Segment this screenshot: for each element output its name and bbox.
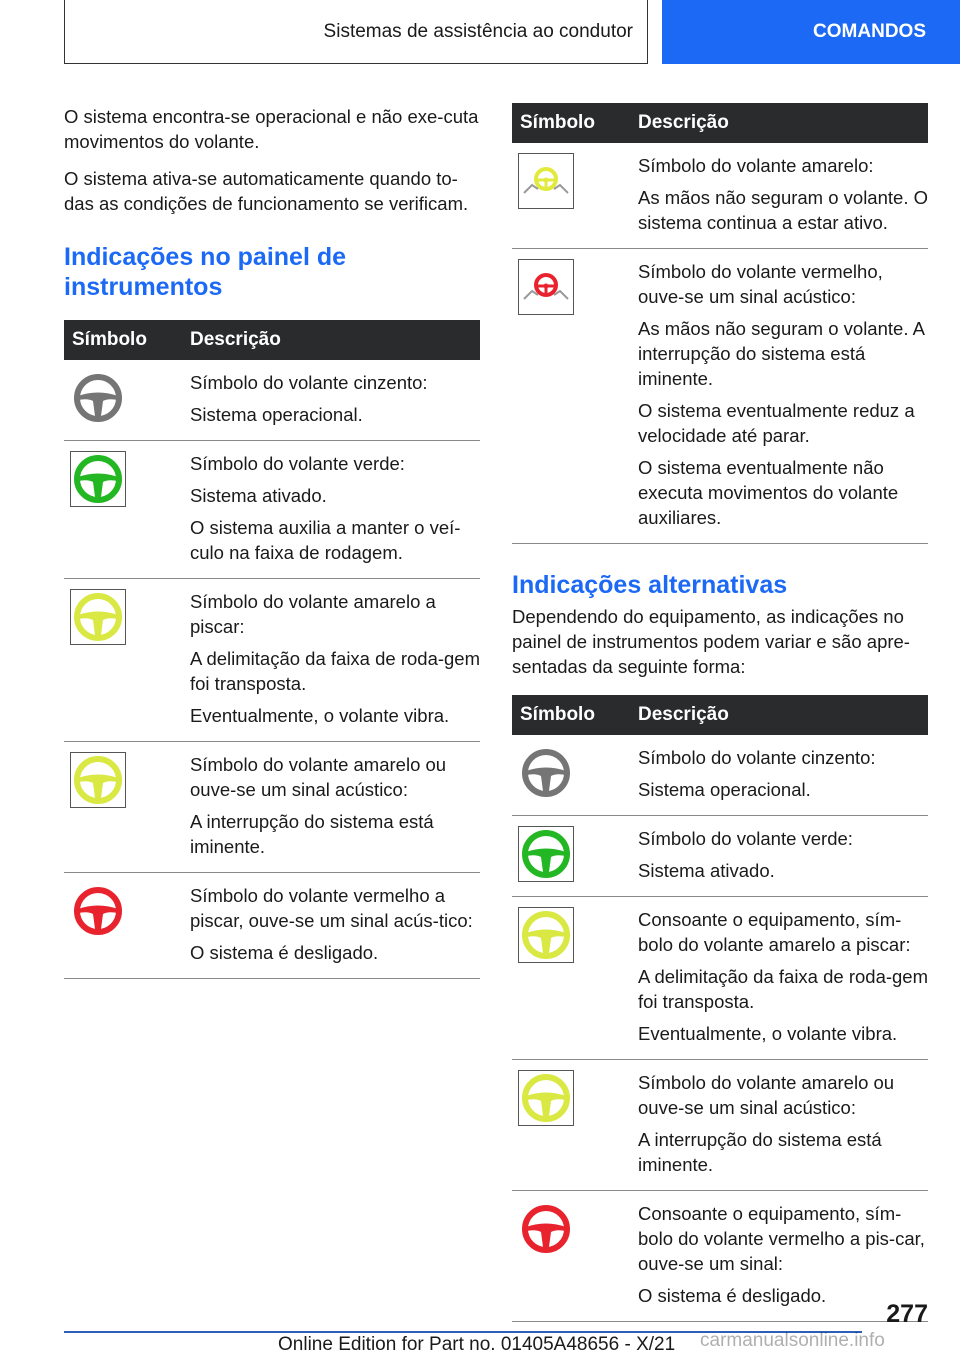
table-row — [512, 735, 928, 816]
symbol-cell — [64, 742, 186, 873]
symbol-cell — [64, 441, 186, 579]
description-cell — [634, 816, 928, 897]
header-section-title — [64, 0, 648, 64]
intro-paragraph: O sistema encontra-se operacional e não exe-cuta movimentos do volante. — [64, 106, 479, 152]
intro-paragraph: Dependendo do equipamento, as indicações no painel de instrumentos podem variar e são apre-sentadas da seguinte forma: — [512, 606, 910, 677]
steering-wheel-red-icon — [518, 1201, 574, 1257]
steering-wheel-hands-yellow-icon — [518, 153, 574, 209]
description-line: O sistema eventualmente reduz a velocidade até parar. — [638, 400, 915, 446]
description-cell — [186, 360, 480, 441]
symbol-cell — [512, 816, 634, 897]
section-heading: Indicações alternativas — [512, 571, 788, 599]
description-line: Sistema ativado. — [190, 485, 327, 506]
description-cell — [186, 873, 480, 979]
description-cell — [634, 1060, 928, 1191]
edition-text: Online Edition for Part no. 01405A48656 - X/21 — [278, 1334, 676, 1355]
tab-comandos: COMANDOS — [813, 21, 926, 42]
description-line: Símbolo do volante vermelho, ouve-se um sinal acústico: — [638, 261, 883, 307]
table-row — [64, 441, 480, 579]
description-line: As mãos não seguram o volante. O sistema continua a estar ativo. — [638, 187, 928, 233]
description-line: A interrupção do sistema está iminente. — [638, 1129, 882, 1175]
symbol-cell — [512, 1191, 634, 1322]
table-row — [64, 579, 480, 742]
left-column — [64, 104, 480, 979]
table-row — [512, 143, 928, 249]
watermark: carmanualsonline.info — [700, 1330, 885, 1351]
description-cell — [634, 735, 928, 816]
symbol-cell — [512, 1060, 634, 1191]
description-line: O sistema auxilia a manter o veí-culo na faixa de rodagem. — [190, 517, 461, 563]
description-line: A delimitação da faixa de roda-gem foi transposta. — [638, 966, 929, 1012]
steering-wheel-yellow-icon — [518, 907, 574, 963]
steering-wheel-hands-red-icon — [518, 259, 574, 315]
description-cell — [186, 742, 480, 873]
symbol-table — [512, 103, 928, 544]
description-line: Símbolo do volante amarelo: — [638, 155, 874, 176]
table-row — [512, 249, 928, 544]
description-line: O sistema é desligado. — [190, 942, 379, 963]
description-cell — [634, 249, 928, 544]
right-column — [512, 103, 928, 1322]
symbol-cell — [64, 360, 186, 441]
description-line: Símbolo do volante vermelho a piscar, ouve-se um sinal acús-tico: — [190, 885, 473, 931]
table-row — [512, 897, 928, 1060]
symbol-cell — [64, 579, 186, 742]
description-cell — [186, 441, 480, 579]
description-line: Eventualmente, o volante vibra. — [190, 705, 450, 726]
table-row — [512, 1060, 928, 1191]
description-cell — [634, 1191, 928, 1322]
description-line: Sistema operacional. — [190, 404, 363, 425]
steering-wheel-yellow-icon — [70, 752, 126, 808]
symbol-cell — [64, 873, 186, 979]
steering-wheel-gray-icon — [518, 745, 574, 801]
description-line: Símbolo do volante cinzento: — [190, 372, 428, 393]
column-header-symbol: Símbolo — [512, 695, 634, 735]
steering-wheel-yellow-icon — [70, 589, 126, 645]
steering-wheel-green-icon — [518, 826, 574, 882]
symbol-table — [512, 695, 928, 1322]
section-title: Sistemas de assistência ao condutor — [323, 20, 633, 42]
steering-wheel-yellow-icon — [518, 1070, 574, 1126]
description-line: Consoante o equipamento, sím-bolo do volante amarelo a piscar: — [638, 909, 911, 955]
table-row — [512, 816, 928, 897]
description-cell — [634, 143, 928, 249]
description-line: Sistema operacional. — [638, 779, 811, 800]
column-header-symbol: Símbolo — [64, 320, 186, 360]
symbol-table — [64, 320, 480, 979]
table-row — [512, 1191, 928, 1322]
description-line: Símbolo do volante verde: — [638, 828, 853, 849]
intro-paragraph: O sistema ativa-se automaticamente quando to-das as condições de funcionamento se verificam. — [64, 168, 469, 214]
description-line: A delimitação da faixa de roda-gem foi transposta. — [190, 648, 481, 694]
description-line: Consoante o equipamento, sím-bolo do volante vermelho a pis-car, ouve-se um sinal: — [638, 1203, 925, 1274]
column-header-description: Descrição — [186, 320, 480, 360]
description-line: Símbolo do volante verde: — [190, 453, 405, 474]
symbol-cell — [512, 897, 634, 1060]
description-line: A interrupção do sistema está iminente. — [190, 811, 434, 857]
description-cell — [634, 897, 928, 1060]
description-line: As mãos não seguram o volante. A interrupção do sistema está iminente. — [638, 318, 924, 389]
description-line: Símbolo do volante amarelo a piscar: — [190, 591, 436, 637]
symbol-cell — [512, 143, 634, 249]
section-heading: Indicações no painel de instrumentos — [64, 243, 347, 301]
table-row — [64, 360, 480, 441]
steering-wheel-gray-icon — [70, 370, 126, 426]
description-line: Eventualmente, o volante vibra. — [638, 1023, 898, 1044]
column-header-description: Descrição — [634, 103, 928, 143]
steering-wheel-red-icon — [70, 883, 126, 939]
column-header-symbol: Símbolo — [512, 103, 634, 143]
header-tab[interactable] — [662, 0, 960, 64]
description-line: Símbolo do volante amarelo ou ouve-se um sinal acústico: — [190, 754, 447, 800]
table-header-row — [64, 320, 480, 360]
page-number: 277 — [886, 1300, 928, 1328]
description-line: Símbolo do volante cinzento: — [638, 747, 876, 768]
symbol-cell — [512, 735, 634, 816]
table-header-row — [512, 103, 928, 143]
description-line: Símbolo do volante amarelo ou ouve-se um sinal acústico: — [638, 1072, 895, 1118]
description-line: O sistema eventualmente não executa movimentos do volante auxiliares. — [638, 457, 899, 528]
steering-wheel-green-icon — [70, 451, 126, 507]
table-header-row — [512, 695, 928, 735]
column-header-description: Descrição — [634, 695, 928, 735]
symbol-cell — [512, 249, 634, 544]
description-cell — [186, 579, 480, 742]
description-line: Sistema ativado. — [638, 860, 775, 881]
table-row — [64, 873, 480, 979]
table-row — [64, 742, 480, 873]
description-line: O sistema é desligado. — [638, 1285, 827, 1306]
